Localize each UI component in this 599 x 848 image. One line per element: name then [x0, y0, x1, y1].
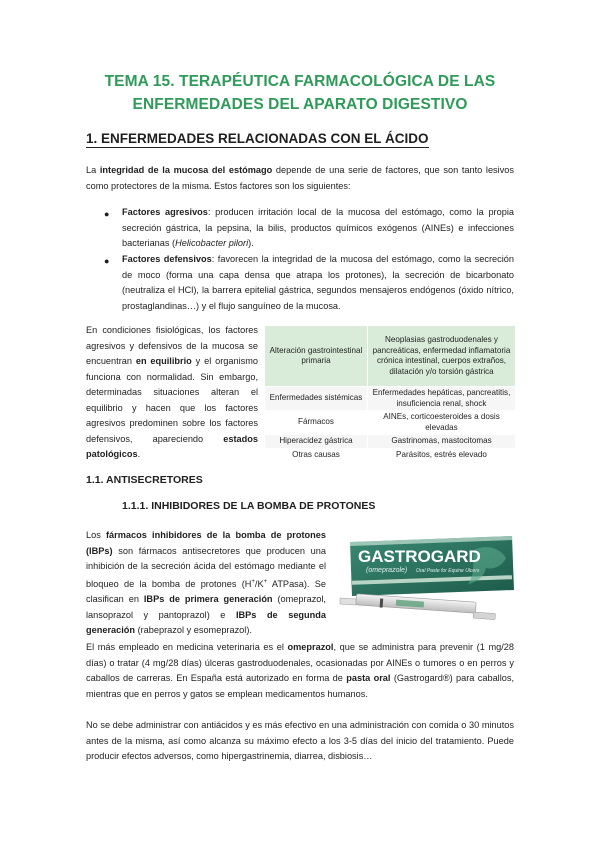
intro-paragraph: La integridad de la mucosa del estómago depende de una serie de factores, que son tanto lesivos como protectores de la misma. Estos factores son los siguientes:	[86, 165, 514, 191]
bullet-icon: ●	[104, 256, 110, 266]
table-cell-cause: Fármacos	[265, 411, 368, 435]
causes-table	[265, 326, 515, 462]
table-cell-cause: Hiperacidez gástrica	[265, 435, 368, 449]
table-row	[265, 326, 515, 387]
subsubsection-heading: 1.1.1. INHIBIDORES DE LA BOMBA DE PROTONES	[122, 500, 376, 512]
gastrogard-product-image	[336, 532, 516, 632]
table-row	[265, 448, 515, 462]
table-cell-detail: Enfermedades hepáticas, pancreatitis, insuficiencia renal, shock	[368, 387, 516, 411]
list-item-aggressive-factors: Factores agresivos: producen irritación local de la mucosa del estómago, como la propia secreción gástrica, la pepsina, la bilis, productos químicos exógenos (AINEs) e infecciones bacterianas (Helicobacter pilori).	[122, 207, 514, 248]
product-brand: GASTROGARD	[358, 547, 481, 566]
product-tagline: Oral Paste for Equine Ulcers	[416, 568, 480, 574]
document-title	[60, 70, 540, 116]
syringe-icon	[340, 594, 495, 620]
ibp-paragraph: Los fármacos inhibidores de la bomba de protones (IBPs) son fármacos antisecretores que producen una inhibición de la secreción ácida del estómago mediante el bloqueo de la bomba de protones (H+/K+ ATPasa). Se clasifican en IBPs de primera generación (omeprazol, lansoprazol y pantoprazol) e IBPs de segunda generación (rabeprazol y esomeprazol).	[86, 530, 326, 636]
list-item-defensive-factors: Factores defensivos: favorecen la integridad de la mucosa del estómago, como la secreción de moco (forma una capa densa que atrapa los protones), la secreción de bicarbonato (neutraliza el HCl), la barrera epitelial gástrica, segundos mensajeros endógenos (óxido nítrico, prostaglandinas…) y el flujo sanguíneo de la mucosa.	[122, 254, 514, 311]
omeprazol-paragraph: El más empleado en medicina veterinaria es el omeprazol, que se administra para prevenir (1 mg/28 días) o tratar (4 mg/28 días) úlceras gastroduodenales, ocasionadas por AINEs o tumores o en perros y caballos de carreras. En España está autorizado en forma de pasta oral (Gastrogard®) para caballos, mientras que en perros y gatos se emplean medicamentos humanos.	[86, 642, 515, 699]
table-cell-cause: Enfermedades sistémicas	[265, 387, 368, 411]
table-row	[265, 411, 515, 435]
title-line-1: TEMA 15. TERAPÉUTICA FARMACOLÓGICA DE LAS	[104, 73, 496, 90]
table-cell-detail: Neoplasias gastroduodenales y pancreáticas, enfermedad inflamatoria crónica intestinal, cuerpos extraños, dilatación y/o torsión gástrica	[368, 326, 516, 387]
table-row	[265, 435, 515, 449]
table-cell-detail: AINEs, corticoesteroides a dosis elevadas	[368, 411, 516, 435]
administration-paragraph: No se debe administrar con antiácidos y es más efectivo en una administración con comida o 30 minutos antes de la misma, así como alcanza su máximo efecto a los 3-5 días del inicio del tratamiento. Puede producir efectos adversos, como hipergastrinemia, diarrea, disbiosis…	[86, 720, 514, 761]
section-heading-1: 1. ENFERMEDADES RELACIONADAS CON EL ÁCIDO	[86, 131, 429, 146]
equilibrium-paragraph: En condiciones fisiológicas, los factores agresivos y defensivos de la mucosa se encuentran en equilibrio y el organismo funciona con normalidad. Sin embargo, determinadas situaciones alteran el equilibrio y hacen que los factores agresivos predominen sobre los factores defensivos, apareciendo estados patológicos.	[86, 325, 258, 459]
table-cell-cause: Alteración gastrointestinal primaria	[265, 326, 368, 387]
subsection-heading: 1.1. ANTISECRETORES	[86, 474, 203, 486]
table-cell-cause: Otras causas	[265, 448, 368, 462]
bullet-icon: ●	[104, 209, 110, 219]
table-cell-detail: Gastrinomas, mastocitomas	[368, 435, 516, 449]
title-line-2: ENFERMEDADES DEL APARATO DIGESTIVO	[132, 96, 468, 113]
table-cell-detail: Parásitos, estrés elevado	[368, 448, 516, 462]
product-generic: (omeprazole)	[366, 567, 408, 574]
table-row	[265, 387, 515, 411]
